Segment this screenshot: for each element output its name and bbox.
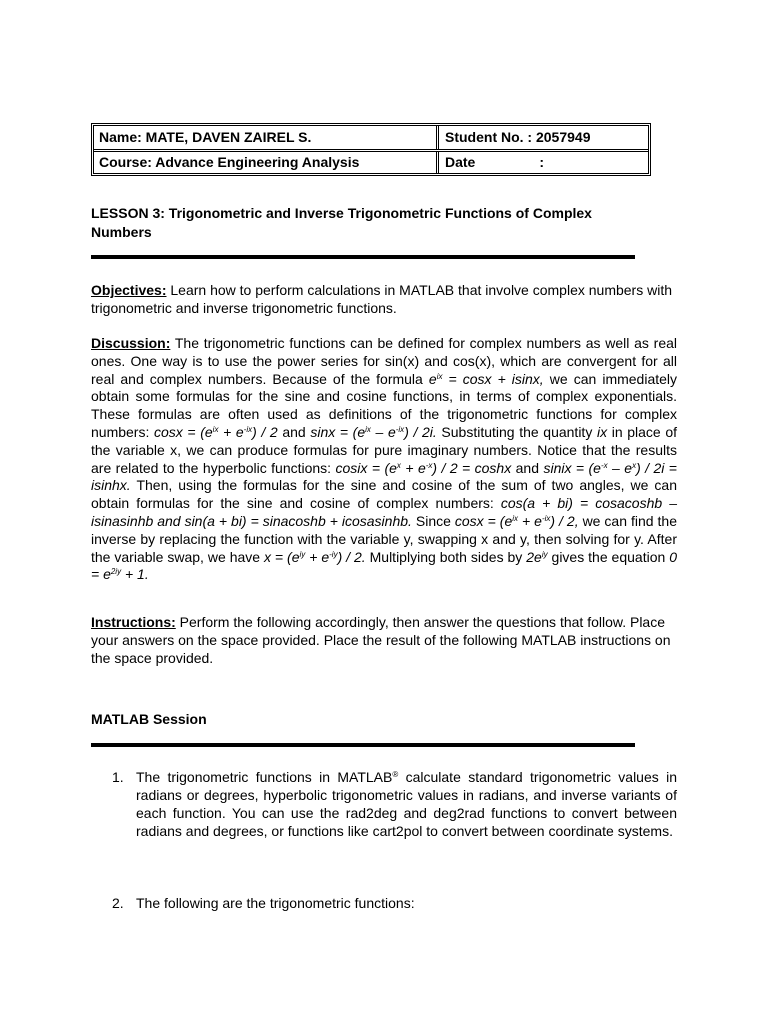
formula-2eiy: $2e^{iy}$: [526, 548, 548, 565]
objectives-text: Learn how to perform calculations in MATLAB that involve complex numbers with trigonometric and inverse trigonometric functions.: [91, 282, 673, 316]
date-label: Date: [445, 154, 476, 170]
student-info-table: [91, 123, 651, 176]
divider-rule: [91, 255, 635, 259]
list-text: The following are the trigonometric functions:: [136, 895, 415, 911]
formula-final: $0 = e^{2iy} + 1$.: [91, 548, 677, 583]
formula-cosx-2: $\cos x = (e^{ix} + e^{-ix}) / 2$,: [454, 512, 579, 529]
lesson-title: LESSON 3: Trigonometric and Inverse Trigonometric Functions of Complex Numbers: [91, 205, 592, 240]
formula-sinix: sinix = $(e^{-x} - e^x) / 2i = isinhx$.: [91, 459, 677, 494]
instructions-label: Instructions:: [91, 614, 176, 630]
date-colon: :: [539, 154, 545, 170]
formula-euler: $e^{ix} = \cos x + isinx$,: [428, 370, 544, 387]
formula-sinx: $\sin x = (e^{ix} - e^{-ix}) / 2i$.: [310, 423, 437, 440]
formula-x-swap: $x = (e^{iy} + e^{-iy}) / 2$.: [264, 548, 366, 565]
info-row-name: [94, 126, 648, 152]
course-cell: Course: Advance Engineering Analysis: [94, 151, 439, 174]
info-row-course: [94, 151, 648, 174]
list-text: The trigonometric functions in MATLAB® calculate standard trigonometric values in radians or degrees, hyperbolic trigonometric values in radians, and inverse variants of each function. You can use the rad2deg and deg2rad functions to convert between radians and degrees, or functions like cart2pol to convert between coordinate systems.: [136, 769, 678, 839]
instructions-text: Perform the following accordingly, then answer the questions that follow. Place your answers on the space provided. Place the result of the following MATLAB instructions on the space provided.: [91, 614, 671, 666]
student-no-cell: Student No. : 2057949: [445, 129, 591, 145]
objectives-label: Objectives:: [91, 282, 167, 298]
list-number: 1.: [112, 769, 124, 785]
formula-cosx: $\cos x = (e^{ix} + e^{-ix}) / 2$: [154, 423, 278, 440]
matlab-session-title: MATLAB Session: [91, 711, 207, 727]
name-cell: Name: MATE, DAVEN ZAIREL S.: [94, 126, 439, 149]
divider-rule: [91, 743, 635, 747]
discussion-paragraph: Discussion: The trigonometric functions can be defined for complex numbers as well as real ones. One way is to use the power series for sin(x) and cos(x), which are convergent for all real and complex numbers. Because of the formula $e^{ix} = \cos x + isinx$, we can immediately obtain some formulas for the sine and cosine functions, in terms of complex exponentials. These formulas are often used as definitions of the trigonometric functions for complex numbers: $\cos x = (e^{ix} + e^{-ix}) / 2$ and $\sin x = (e^{ix} - e^{-ix}) / 2i$. Substituting the quantity ix in place of the variable x, we can produce formulas for pure imaginary numbers. Notice that the results are related to the hyperbolic functions: cosix = $(e^x + e^{-x}) / 2 = \cosh x$ and sinix = $(e^{-x} - e^x) / 2i = isinhx$. Then, using the formulas for the sine and cosine of the sum of two angles, we can obtain formulas for the sine and cosine of complex numbers: cos(a + bi) = cosacoshb – isinasinhb and sin(a + bi) = sinacoshb + icosasinhb. Since $\cos x = (e^{ix} + e^{-ix}) / 2$, we can find the inverse by replacing the function with the variable y, swapping x and y, then solving for y. After the variable swap, we have $x = (e^{iy} + e^{-iy}) / 2$. Multiplying both sides by $2e^{iy}$ gives the equation $0 = e^{2iy} + 1$.: [91, 335, 678, 583]
formula-sum-angles: cos(a + bi) = cosacoshb – isinasinhb and sin(a + bi) = sinacoshb + icosasinhb.: [91, 495, 677, 529]
list-number: 2.: [112, 895, 124, 911]
instructions-paragraph: [91, 614, 677, 667]
date-cell: [439, 151, 648, 174]
formula-cosix: cosix = $(e^x + e^{-x}) / 2 = \cosh x$: [335, 459, 512, 476]
discussion-label: Discussion:: [91, 335, 171, 351]
objectives-paragraph: [91, 282, 677, 318]
